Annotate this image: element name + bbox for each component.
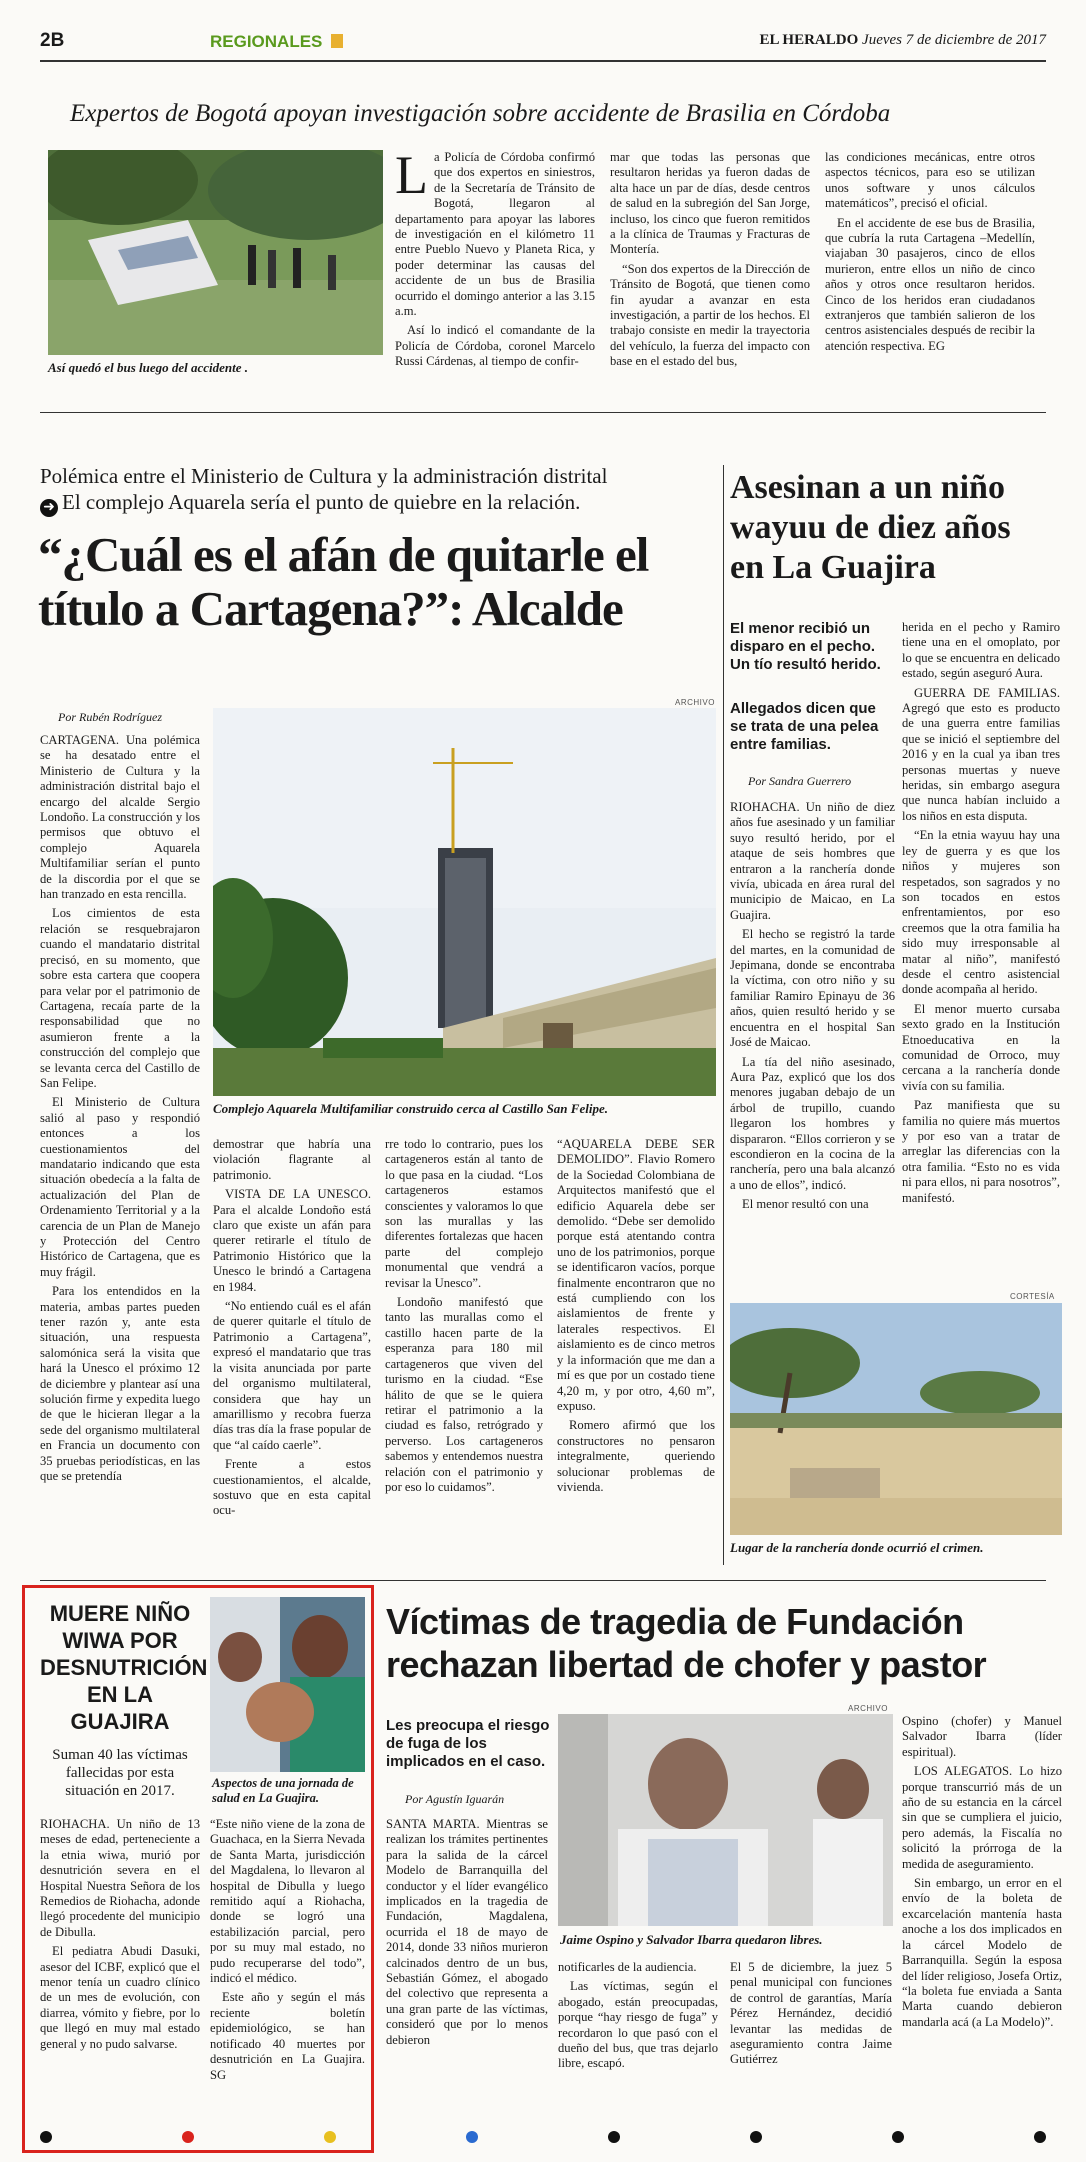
- header-rule: [40, 60, 1046, 62]
- story1-col3: las condiciones mecánicas, entre otros aspectos técnicos, para eso se utilizan unos software y unos cálculos matemáticos”, precisó el oficial. En el accidente de ese bus de Brasilia, que cubría la ruta Cartagena –Medellín, viajaban 30 pasajeros, cinco de ellos murieron, entre ellos un niño de cinco años y otros once resultaron heridos. Cinco de los heridos eran ciudadanos extranjeros que también salieron de los centros asistenciales después de recibir la atención respectiva. EG: [825, 150, 1035, 353]
- flag-icon: [331, 34, 343, 48]
- rancheria-photo: [730, 1303, 1062, 1535]
- reg-dot-icon: [182, 2131, 194, 2143]
- story5-caption: Jaime Ospino y Salvador Ibarra quedaron libres.: [560, 1932, 823, 1947]
- story3-deck1: El menor recibió un disparo en el pecho. Un tío resultó herido.: [730, 620, 881, 673]
- story4-caption: Aspectos de una jornada de salud en La Guajira.: [212, 1776, 354, 1805]
- story2-story3-divider: [723, 465, 724, 1565]
- story4-col1: RIOHACHA. Un niño de 13 meses de edad, perteneciente a la etnia wiwa, murió por desnutrición severa en el Hospital Nuestra Señora de los Remedios de Riohacha, adonde llegó procedente del municipio de Dibulla. El pediatra Abudi Dasuki, asesor del ICBF, explicó que el menor tenía un cuadro clínico de un mes de evolución, con diarrea, vómito y fiebre, por lo que llegó en muy mal estado general y no pudo salvarse.: [40, 1817, 200, 2051]
- story1-col2: mar que todas las personas que resultaron heridas ya fueron dadas de alta hace un par de días, desde centros de salud en la subregión del San Jorge, incluso, los cinco que fueron remitidos a la clínica de Traumas y Fracturas de Montería. “Son dos expertos de la Dirección de Tránsito de Bogotá, que tienen como fin ayudar a avanzar en esta investigación, a partir de los hechos. El trabajo consiste en medir la trayectoria del vehículo, la fuerza del impacto con base en el estado del bus,: [610, 150, 810, 369]
- story2-col1: CARTAGENA. Una polémica se ha desatado entre el Ministerio de Cultura y la administración distrital bajo el encargo del alcalde Sergio Londoño. La construcción y los permisos que obtuvo el complejo Aquarela Multifamiliar serían el punto de la discordia por el que se han tranzado en esta rencilla. Los cimientos de esta relación se resquebrajaron cuando el mandatario distrital precisó, en su momento, que sobre esta cartera que coopera para velar por el patrimonio de Cartagena, recaía parte de la responsabilidad que no asumieron frente a la construcción del complejo que se levanta cerca del Castillo de San Felipe. El Ministerio de Cultura salió al paso y respondió entonces a los cuestionamientos del mandatario indicando que esta situación obedecía a la falta de actualización del Plan de Ordenamiento Territorial y a la carencia de un Plan de Manejo y Protección del Centro Histórico de Cartagena, que es muy frágil. Para los entendidos en la materia, ambas partes pueden tener razón y, ante esta situación, una respuesta salomónica será la visita que hará la Unesco el próximo 12 de diciembre y plantear así una solución firme y expedita luego de que le hicieran llegar a la sede del organismo multilateral en Francia un documento con 35 pruebas periodísticas, en las que se pretendía: [40, 733, 200, 1484]
- story4-col2: “Este niño viene de la zona de Guachaca, en la Sierra Nevada de Santa Marta, jurisdicción del Magdalena, lo llevaron al hospital de Dibulla y luego remitido aquí a Riohacha, donde se logró una estabilización parcial, pero por su muy mal estado, no pudo recuperarse del todo”, indicó el médico. Este año y según el más reciente boletín epidemiológico, se han notificado 40 muertes por desnutrición en La Guajira. SG: [210, 1817, 365, 2082]
- story1-caption: Así quedó el bus luego del accidente .: [48, 360, 249, 375]
- story2-col4: “AQUARELA DEBE SER DEMOLIDO”. Flavio Romero de la Sociedad Colombiana de Arquitectos manifestó que el edificio Aquarela debe ser demolido. “Debe ser demolido porque está atentando contra uno de los patrimonios, porque se identificaron vacíos, porque finalmente encontraron que no está cumpliendo con los aislamientos de frente y laterales respectivos. El aislamiento es de cinco metros y la información que me dan a mí es que por un costado tiene 4,20 m, y por otro, 4,60 m”, expuso. Romero afirmó que los constructores no pensaron integralmente, queriendo solucionar problemas de vivienda.: [557, 1137, 715, 1494]
- issue-date: Jueves 7 de diciembre de 2017: [862, 32, 1046, 48]
- story5-col2: notificarles de la audiencia. Las víctimas, según el abogado, están preocupadas, porque “hay riesgo de fuga” y recordaron lo que pasó con el dueño del bus, que tras dejarlo libre, escapó.: [558, 1960, 718, 2071]
- reg-dot-icon: [892, 2131, 904, 2143]
- page-number: 2B: [40, 30, 65, 51]
- story5-col1: SANTA MARTA. Mientras se realizan los trámites pertinentes para la salida de la cárcel Modelo de Barranquilla del conductor y el líder evangélico implicados en la tragedia de Fundación, Magdalena, ocurrida el 18 de mayo de 2014, donde 33 niños murieron calcinados dentro de un bus, Sebastián Gómez, el abogado del colectivo que representa a una gran parte de las víctimas, consideró que por lo menos debieron: [386, 1817, 548, 2047]
- story5-col4: Ospino (chofer) y Manuel Salvador Ibarra (líder espiritual). LOS ALEGATOS. Lo hizo porque transcurrió más de un año de su estancia en la cárcel sin que se cumpliera el juicio, pero además, la Fiscalía no solicitó la prórroga de la medida de aseguramiento. Sin embargo, un error en el envío de la boleta de excarcelación mantenía hasta anoche a los dos implicados en la cárcel Modelo de Barranquilla. Según la esposa del líder religioso, Josefa Ortiz, “la boleta fue enviada a Santa Marta cuando debieron mandarla acá (a La Modelo)”.: [902, 1714, 1062, 2029]
- health-photo: [210, 1597, 365, 1772]
- story3-credit: CORTESÍA: [1010, 1292, 1055, 1301]
- reg-dot-icon: [466, 2131, 478, 2143]
- arrow-icon: ➜: [40, 499, 58, 517]
- aquarela-image: [213, 708, 716, 1096]
- reg-dot-icon: [40, 2131, 52, 2143]
- aquarela-photo: [213, 708, 716, 1096]
- story3-col1: RIOHACHA. Un niño de diez años fue asesinado y un familiar suyo resultó herido, por el ataque de seis hombres que entraron a la ranchería donde vivía, ubicada en área rural del municipio de Maicao, en La Guajira. El hecho se registró la tarde del martes, en la comunidad de Jepimana, donde se encontraba la víctima, con otro niño y su familiar Ramiro Epinayu de 36 años, quien resultó herido y se encuentra en el hospital San José de Maicao. La tía del niño asesinado, Aura Paz, explicó que los dos menores jugaban debajo de un árbol de trupillo, cuando llegaron los hombres y dispararon. “Ellos corrieron y se escondieron en la cocina de la ranchería, pero una bala alcanzó a uno de ellos”, indicó. El menor resultó con una: [730, 800, 895, 1212]
- story2-byline: Por Rubén Rodríguez: [58, 710, 162, 724]
- story4-deck: Suman 40 las víctimas fallecidas por esta situación en 2017.: [52, 1747, 188, 1799]
- reg-dot-icon: [1034, 2131, 1046, 2143]
- story5-credit: ARCHIVO: [848, 1704, 888, 1713]
- story5-headline: Víctimas de tragedia de Fundación rechazan libertad de chofer y pastor: [386, 1601, 987, 1685]
- registration-marks: [40, 2130, 1046, 2144]
- story2-headline: “¿Cuál es el afán de quitarle el título a Cartagena?”: Alcalde: [38, 527, 649, 636]
- health-image: [210, 1597, 365, 1772]
- defendants-image: [558, 1714, 893, 1926]
- story3-caption: Lugar de la ranchería donde ocurrió el crimen.: [730, 1540, 984, 1555]
- story5-deck: Les preocupa el riesgo de fuga de los implicados en el caso.: [386, 1717, 550, 1770]
- story2-kicker2: ➜ El complejo Aquarela sería el punto de quiebre en la relación.: [40, 490, 720, 517]
- middle-rule: [40, 1580, 1046, 1581]
- story1-bottom-rule: [40, 412, 1046, 413]
- dropcap: L: [395, 145, 428, 205]
- story1-title: Expertos de Bogotá apoyan investigación sobre accidente de Brasilia en Córdoba: [70, 100, 891, 127]
- story2-kicker1: Polémica entre el Ministerio de Cultura y la administración distrital: [40, 464, 608, 488]
- section-name: REGIONALES: [210, 32, 323, 51]
- masthead: [760, 32, 1047, 49]
- bus-accident-photo: [48, 150, 383, 355]
- story3-deck2: Allegados dicen que se trata de una pelea entre familias.: [730, 700, 879, 753]
- defendants-photo: [558, 1714, 893, 1926]
- story2-col3: rre todo lo contrario, pues los cartageneros están al tanto de lo que pasa en la ciudad. “Los cartageneros estamos conscientes y valoramos lo que son las murallas y las diferentes fortalezas que hacen parte del complejo monumental que vendrá a revisar la Unesco”. Londoño manifestó que tanto las murallas como el castillo hacen parte de la esperanza para 180 mil cartageneros que viven del turismo en la ciudad. “Ese hálito de que se le quiera retirar el patrimonio a la ciudad es falso, retrógrado y perverso. Los cartageneros sabemos y entendemos nuestra relación con el patrimonio y por eso lo cuidamos”.: [385, 1137, 543, 1494]
- story5-col3: El 5 de diciembre, la juez 5 penal municipal con funciones de control de garantías, María Pérez Hernández, decidió levantar las medidas de aseguramiento contra Jaime Gutiérrez: [730, 1960, 892, 2067]
- story4-headline: MUERE NIÑO WIWA POR DESNUTRICIÓN EN LA GUAJIRA: [40, 1601, 208, 1734]
- story3-byline: Por Sandra Guerrero: [748, 774, 852, 788]
- reg-dot-icon: [608, 2131, 620, 2143]
- bus-accident-image: [48, 150, 383, 355]
- story2-col2: demostrar que habría una violación flagrante al patrimonio. VISTA DE LA UNESCO. Para el alcalde Londoño está claro que existe un afán para querer retirarle el título de Patrimonio Histórico que la Unesco le brindó a Cartagena en 1984. “No entiendo cuál es el afán de querer quitarle el título de Patrimonio a Cartagena”, expresó el mandatario que tras la visita anunciada por parte del organismo multilateral, considera que hay un amarillismo y recobra fuerza días tras día la frase popular de que “al caído caerle”. Frente a estos cuestionamientos, el alcalde, sostuvo que en esta capital ocu-: [213, 1137, 371, 1518]
- reg-dot-icon: [324, 2131, 336, 2143]
- rancheria-image: [730, 1303, 1062, 1535]
- paper-name: EL HERALDO: [759, 32, 859, 48]
- section-label: [210, 32, 343, 52]
- story2-credit: ARCHIVO: [675, 698, 715, 707]
- story3-headline: Asesinan a un niño wayuu de diez años en La Guajira: [730, 469, 1011, 586]
- reg-dot-icon: [750, 2131, 762, 2143]
- story1-col1: La Policía de Córdoba confirmó que dos expertos en siniestros, de la Secretaría de Tránsito de Bogotá, llegaron al departamento para apoyar las labores de investigación en el kilómetro 11 entre Pueblo Nuevo y Planeta Rica, y poder determinar las causas del accidente de un bus de Brasilia ocurrido el domingo anterior a las 3.15 a.m. Así lo indicó el comandante de la Policía de Córdoba, coronel Marcelo Russi Cárdenas, al tiempo de confir-: [395, 145, 595, 369]
- story5-byline: Por Agustín Iguarán: [405, 1792, 505, 1806]
- story2-caption: Complejo Aquarela Multifamiliar construido cerca al Castillo San Felipe.: [213, 1101, 608, 1116]
- story3-col2: herida en el pecho y Ramiro tiene una en el omoplato, por lo que se encuentra en delicado estado, según aseguró Aura. GUERRA DE FAMILIAS. Agregó que esto es producto de una guerra entre familias que se inició el septiembre del 2016 y en la cual ya iban tres personas muertas y nueve heridas, sin embargo asegura que nunca habían incluido a los niños en esta disputa. “En la etnia wayuu hay una ley de guerra y es que los niños y mujeres son respetados, son sagrados y no son tocados en estos enfrentamientos, por eso creemos que la otra familia ha sido muy irresponsable al matar al niño”, manifestó desde el centro asistencial donde acompaña al herido. El menor muerto cursaba sexto grado en la Institución Etnoeducativa en la comunidad de Orroco, muy cercana a la ranchería donde vivía con su familia. Paz manifiesta que su familia no quiere más muertos y por eso van a tratar de arreglar las diferencias con la otra familia. “Esto no es vida ni para ellos, ni para nosotros”, manifestó.: [902, 620, 1060, 1205]
